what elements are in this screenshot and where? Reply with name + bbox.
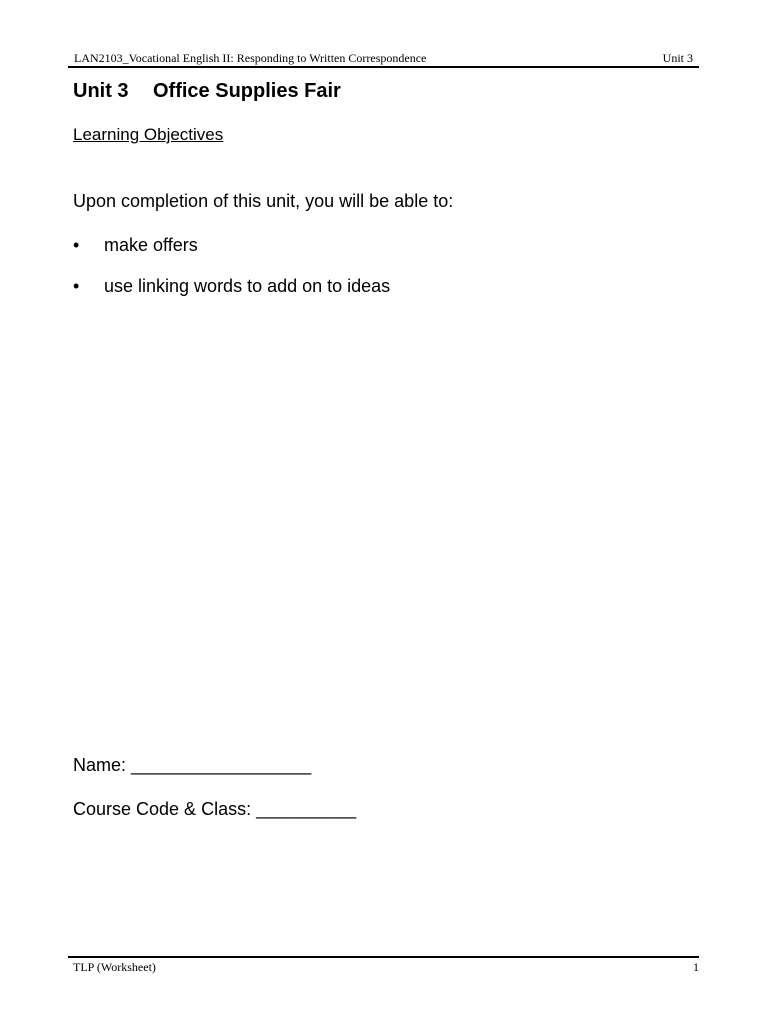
bullet-icon: • bbox=[73, 235, 80, 255]
objective-text: make offers bbox=[104, 235, 198, 255]
footer-label: TLP (Worksheet) bbox=[73, 960, 156, 974]
header-course-title: LAN2103_Vocational English II: Responding to Written Correspondence bbox=[74, 51, 427, 65]
objectives-intro: Upon completion of this unit, you will be able to: bbox=[73, 191, 454, 211]
objective-item bbox=[73, 275, 390, 297]
unit-name: Office Supplies Fair bbox=[153, 80, 341, 102]
learning-objectives-heading: Learning Objectives bbox=[73, 125, 224, 144]
name-field: Name: __________________ bbox=[73, 755, 312, 775]
page-header bbox=[68, 50, 699, 68]
course-code-class-field: Course Code & Class: __________ bbox=[73, 799, 357, 819]
header-unit-label: Unit 3 bbox=[662, 51, 693, 65]
objective-item bbox=[73, 234, 198, 256]
unit-number: Unit 3 bbox=[73, 80, 129, 102]
bullet-icon: • bbox=[73, 276, 80, 296]
page-footer bbox=[68, 956, 699, 976]
objective-text: use linking words to add on to ideas bbox=[104, 276, 391, 296]
unit-title bbox=[73, 79, 341, 103]
page-number: 1 bbox=[693, 960, 699, 974]
